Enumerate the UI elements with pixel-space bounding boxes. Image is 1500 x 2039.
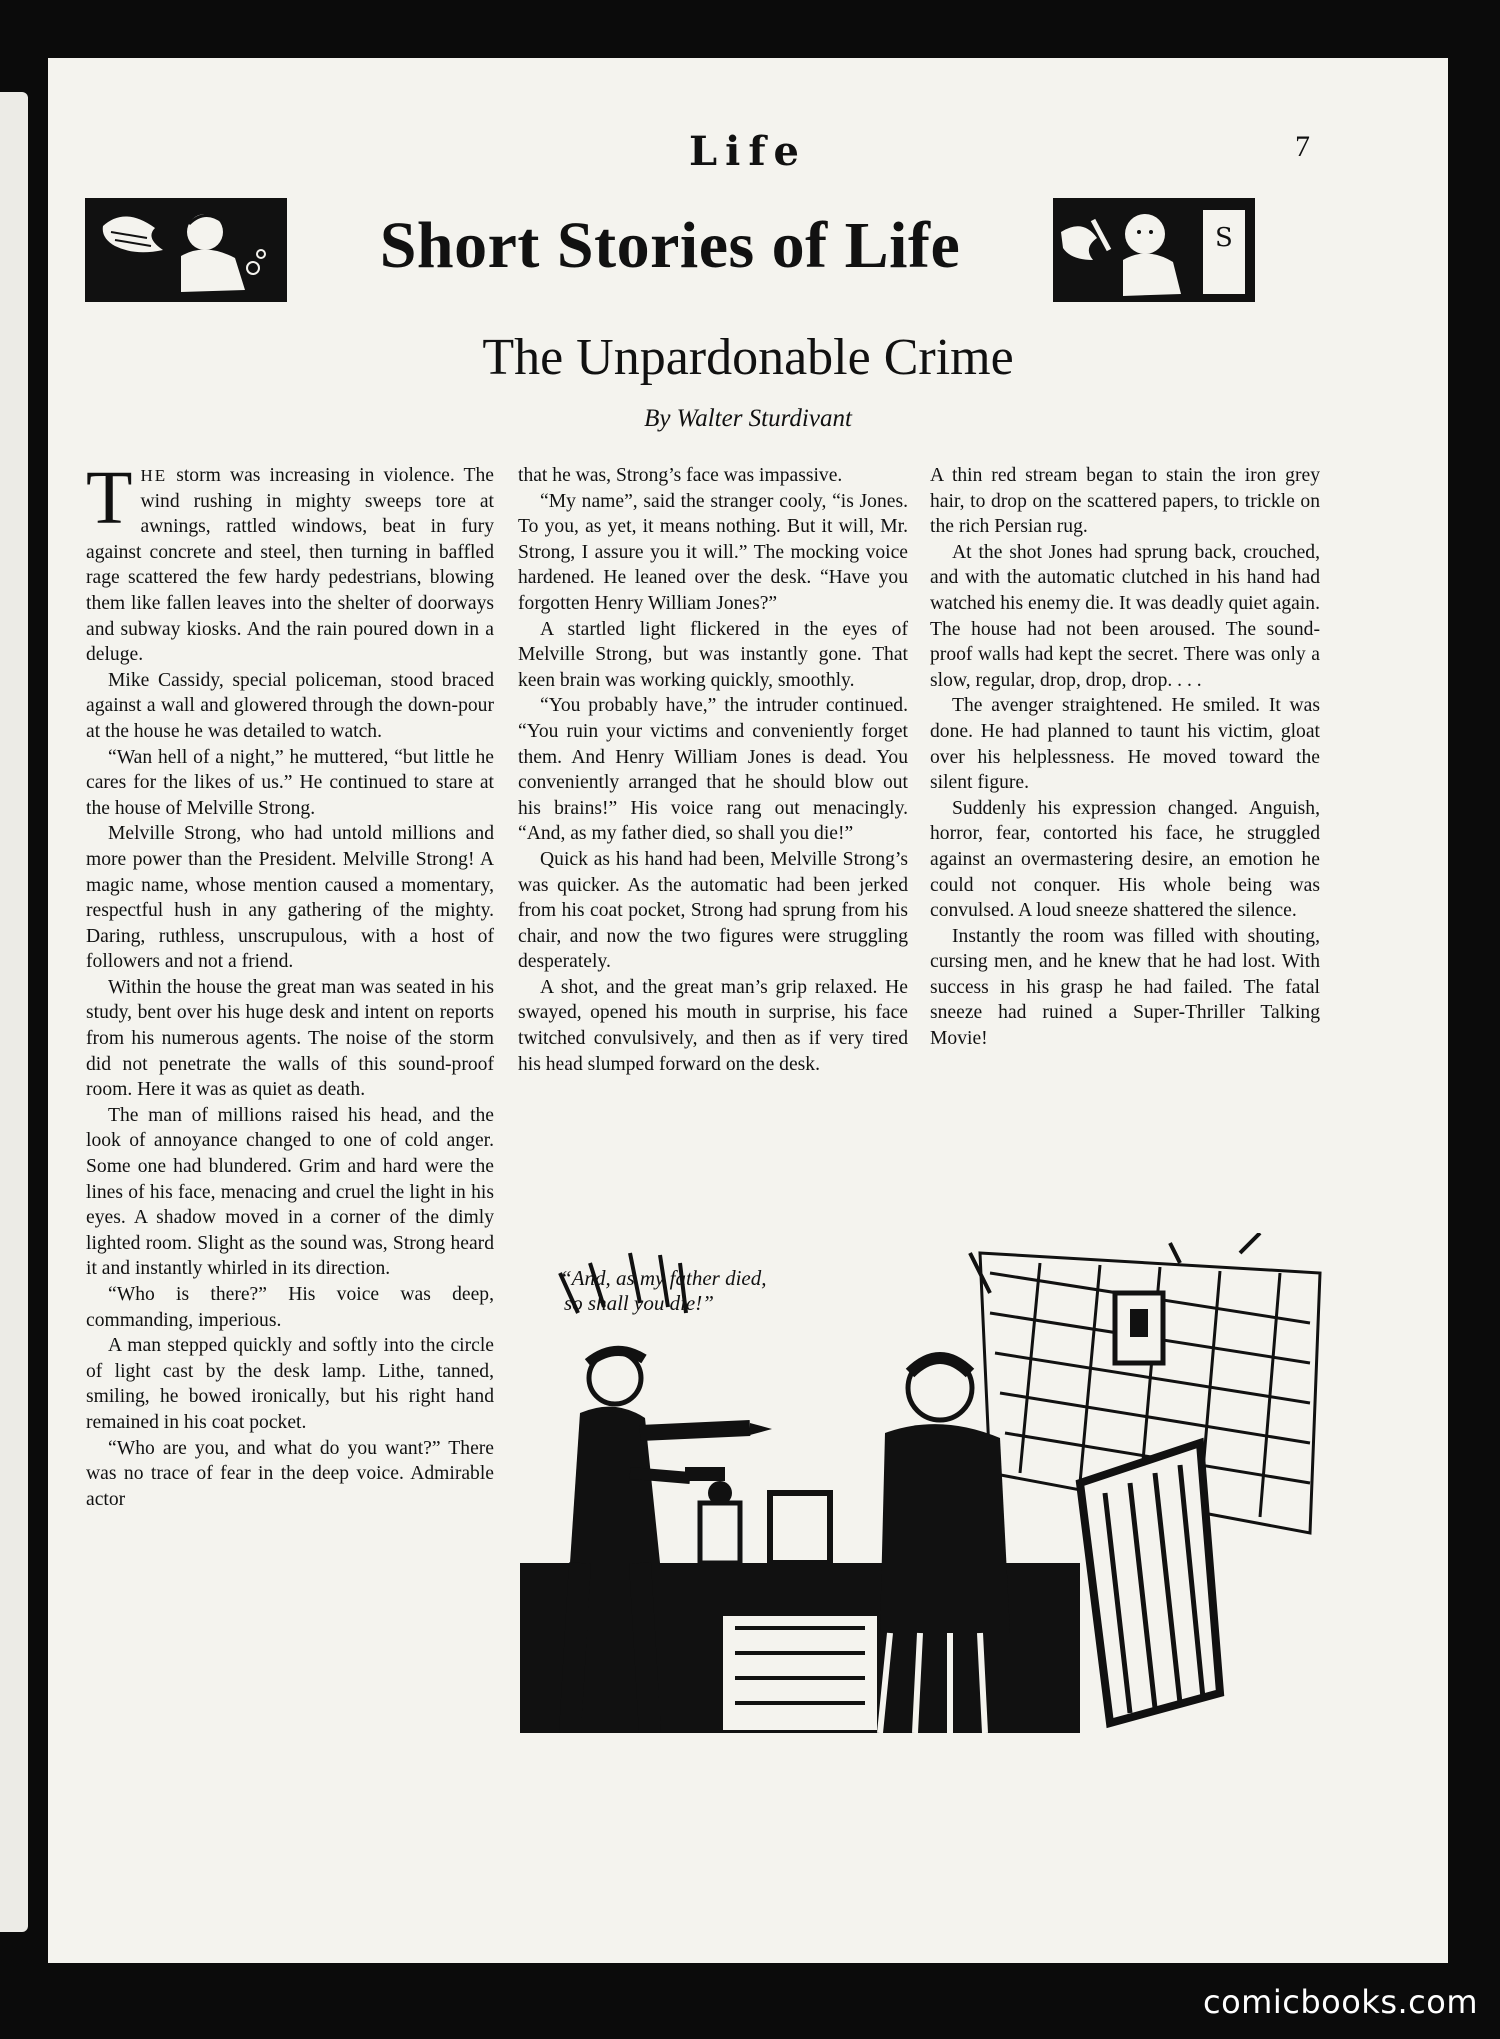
story-title: The Unpardonable Crime (482, 329, 1014, 386)
paragraph: At the shot Jones had sprung back, crouched, and with the automatic clutched in his hand had watched his enemy die. It was deadly quiet again. The house had not been aroused. The sound-proof walls had kept the secret. There was only a slow, regular, drop, drop, drop. . . . (930, 541, 1320, 691)
masthead: Life (689, 128, 807, 175)
illustration-caption (560, 1266, 890, 1316)
paragraph: Melville Strong, who had untold millions and more power than the President. Melville Strong! A magic name, whose mention caused a momentary, respectful hush in any gathering of the mighty. Daring, ruthless, unscrupulous, with a host of followers and not a friend. (86, 823, 494, 973)
magazine-page (48, 58, 1448, 1963)
paragraph: “Wan hell of a night,” he muttered, “but little he cares for the likes of us.” He continued to stare at the house of Melville Strong. (86, 746, 494, 819)
byline: By Walter Sturdivant (644, 405, 852, 432)
paragraph: Quick as his hand had been, Melville Strong’s was quicker. As the automatic had been jerked from his coat pocket, Strong had sprung from his chair, and now the two figures were struggling desperately. (518, 848, 908, 973)
paragraph: Instantly the room was filled with shouting, cursing men, and he knew that he had lost. With success in his grasp he had failed. The fatal sneeze had ruined a Super-Thriller Talking Movie! (930, 925, 1320, 1050)
page-number: 7 (1295, 130, 1310, 163)
paragraph: The man of millions raised his head, and the look of annoyance changed to one of cold anger. Some one had blundered. Grim and hard were the lines of his face, menacing and cruel the light in his eyes. A shadow moved in a corner of the dimly lighted room. Slight as the sound was, Strong heard it and instantly whirled in its direction. (86, 1104, 494, 1280)
paragraph: Mike Cassidy, special policeman, stood braced against a wall and glowered through the down-pour at the house he was detailed to watch. (86, 669, 494, 742)
section-title: Short Stories of Life (379, 209, 961, 282)
paragraph (86, 456, 494, 668)
watermark: comicbooks.com (1202, 1983, 1478, 2021)
paragraph: A thin red stream began to stain the iron grey hair, to drop on the scattered papers, to trickle on the rich Persian rug. (930, 465, 1320, 538)
text-column-2 (518, 463, 908, 1077)
lead-caps: HE (140, 466, 168, 485)
paragraph: Suddenly his expression changed. Anguish, horror, fear, contorted his face, he struggled against an overmastering desire, an emotion he could not conquer. His whole being was convulsed. A loud sneeze shattered the silence. (930, 797, 1320, 922)
svg-text:S: S (1215, 223, 1233, 253)
paragraph-text: storm was increasing in violence. The wind rushing in mighty sweeps tore at awnings, rattled windows, beat in fury against concrete and steel, then turning in baffled rage scattered the few hardy pedestrians, blowing them like fallen leaves into the shelter of doorways and subway kiosks. And the rain poured down in a deluge. (86, 465, 494, 666)
paragraph: A startled light flickered in the eyes of Melville Strong, but was instantly gone. That keen brain was working quickly, smoothly. (518, 618, 908, 691)
text-column-1 (86, 456, 494, 1512)
previous-page-edge (0, 92, 28, 1932)
cherub-right-icon (1053, 198, 1255, 302)
paragraph: The avenger straightened. He smiled. It was done. He had planned to taunt his victim, gloat over his helplessness. He moved toward the silent figure. (930, 695, 1320, 794)
caption-line-2: so shall you die!” (564, 1291, 714, 1315)
paragraph: A shot, and the great man’s grip relaxed. He swayed, opened his mouth in surprise, his face twitched convulsively, and then as if very tired his head slumped forward on the desk. (518, 976, 908, 1075)
text-column-3 (930, 463, 1320, 1052)
drop-cap: T (86, 456, 133, 540)
caption-line-1: “And, as my father died, (560, 1266, 767, 1290)
paragraph: “You probably have,” the intruder continued. “You ruin your victims and conveniently forget them. And Henry William Jones is dead. You conveniently arranged that he should blow out his brains!” His voice rang out menacingly. “And, as my father died, so shall you die!” (518, 695, 908, 845)
paragraph: A man stepped quickly and softly into the circle of light cast by the desk lamp. Lithe, tanned, smiling, he bowed ironically, but his right hand remained in his coat pocket. (86, 1335, 494, 1433)
section-banner (85, 198, 1255, 302)
paragraph: “Who are you, and what do you want?” There was no trace of fear in the deep voice. Admirable actor (86, 1437, 494, 1510)
paragraph: “Who is there?” His voice was deep, commanding, imperious. (86, 1284, 494, 1331)
paragraph: Within the house the great man was seated in his study, bent over his huge desk and intent on reports from his numerous agents. The noise of the storm did not penetrate the walls of this sound-proof room. Here it was as quiet as death. (86, 976, 494, 1101)
paragraph: that he was, Strong’s face was impassive. (518, 465, 843, 486)
paragraph: “My name”, said the stranger cooly, “is Jones. To you, as yet, it means nothing. But it will, Mr. Strong, I assure you it will.” The mocking voice hardened. He leaned over the desk. “Have you forgotten Henry William Jones?” (518, 490, 908, 614)
